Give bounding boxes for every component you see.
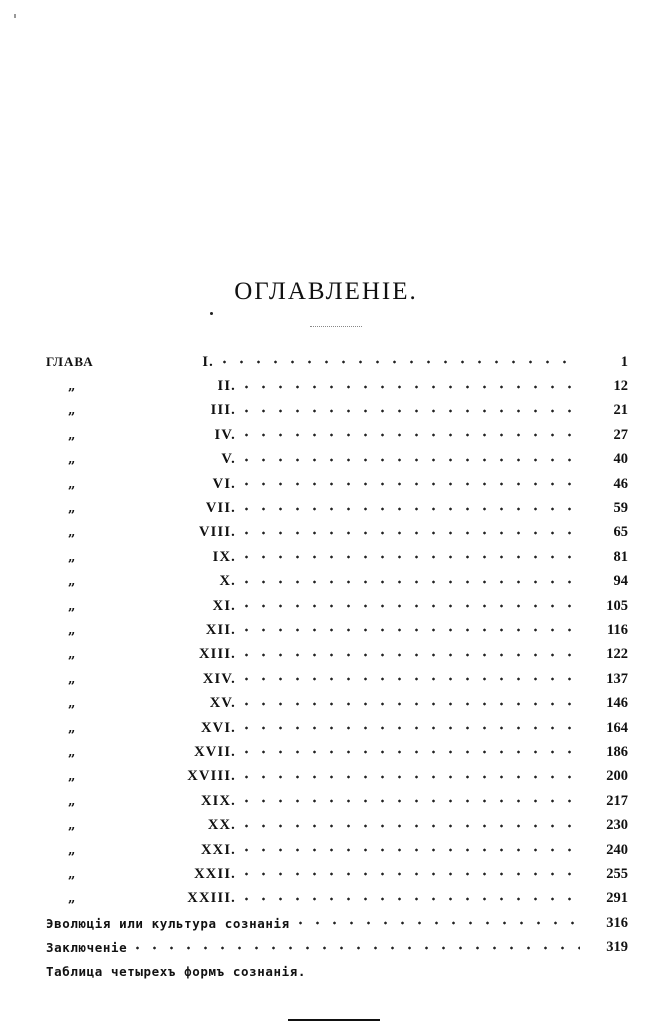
ditto-mark: „ [68,744,76,760]
chapter-number: III. [210,402,236,419]
toc-row [46,838,628,862]
toc-row [46,618,628,642]
dot-leader [238,867,580,881]
page-number: 146 [606,695,628,712]
page-number: 46 [613,475,628,492]
dot-leader [238,770,580,784]
toc-row [46,862,628,886]
dot-leader [238,892,580,906]
dot-leader [238,843,580,857]
ditto-mark: „ [68,427,76,443]
toc-row [46,374,628,398]
dot-leader [238,672,580,686]
ditto-mark: „ [68,720,76,736]
end-rule [288,1019,380,1021]
page-number: 319 [606,939,628,956]
dot-leader [238,526,580,540]
ditto-mark: „ [68,818,76,834]
toc-row [46,740,628,764]
toc-row [46,594,628,618]
page-number: 1 [620,353,628,370]
page-number: 230 [606,817,628,834]
chapter-number: XIX. [200,792,236,809]
page-number: 122 [606,646,628,663]
dot-leader [238,648,580,662]
toc-row [46,691,628,715]
toc-row [46,667,628,691]
title-underline [310,326,362,327]
entry-label: Эволюція или культура сознанія [46,915,290,931]
chapter-number: XXI. [200,841,236,858]
dot-leader [238,745,580,759]
ditto-mark: „ [68,866,76,882]
page-number: 65 [613,524,628,541]
toc-row [46,765,628,789]
toc-row [46,472,628,496]
toc-row [46,496,628,520]
toc-row [46,399,628,423]
chapter-number: XVIII. [187,768,236,785]
page-number: 186 [606,743,628,760]
page-title: ОГЛАВЛЕНІЕ. [234,278,418,305]
dot-leader [238,599,580,613]
dot-leader [238,380,580,394]
dot-leader [238,819,580,833]
ditto-mark: „ [68,403,76,419]
ditto-mark: „ [68,671,76,687]
ditto-mark: „ [68,769,76,785]
dot-leader [292,916,580,930]
ditto-mark: „ [68,574,76,590]
dot-leader [216,355,580,369]
dot-leader [238,575,580,589]
dot-leader [238,404,580,418]
dot-leader [238,502,580,516]
chapter-number: I. [202,353,214,370]
ink-speck [210,312,213,315]
page-number: 217 [606,792,628,809]
chapter-number: VII. [205,500,236,517]
entry-label: Заключеніе [46,940,128,956]
dot-leader [238,721,580,735]
ditto-mark: „ [68,793,76,809]
dot-leader [238,623,580,637]
page-number: 59 [613,500,628,517]
dot-leader [238,794,580,808]
chapter-number: XV. [209,695,236,712]
toc-row [46,716,628,740]
chapter-number: XIII. [198,646,236,663]
ditto-mark: „ [68,696,76,712]
page-number: 255 [606,865,628,882]
page-number: 137 [606,670,628,687]
page-number: 164 [606,719,628,736]
chapter-number: XI. [212,597,236,614]
dot-leader [238,428,580,442]
ditto-mark: „ [68,476,76,492]
page-number: 116 [607,621,628,638]
chapter-number: XX. [207,817,236,834]
page-number: 105 [606,597,628,614]
dot-leader [238,453,580,467]
toc-row [46,935,628,959]
toc-row [46,570,628,594]
toc-row [46,521,628,545]
chapter-number: X. [219,573,236,590]
toc-row [46,960,628,984]
dot-leader [129,941,580,955]
ditto-mark: „ [68,452,76,468]
page-number: 94 [613,573,628,590]
ditto-mark: „ [68,525,76,541]
chapter-number: IX. [212,548,236,565]
page-number: 27 [613,426,628,443]
chapter-number: XII. [205,621,236,638]
chapter-number: XVII. [194,743,236,760]
chapter-number: VIII. [198,524,236,541]
toc-row [46,448,628,472]
page-number: 21 [613,402,628,419]
chapter-number: IV. [214,426,236,443]
ditto-mark: „ [68,379,76,395]
ditto-mark: „ [68,598,76,614]
chapter-number: V. [221,451,236,468]
page-number: 40 [613,451,628,468]
table-of-contents [46,350,628,984]
toc-row [46,545,628,569]
ditto-mark: „ [68,842,76,858]
page-number: 316 [606,914,628,931]
ditto-mark: „ [68,891,76,907]
margin-mark [14,14,16,18]
page-number: 200 [606,768,628,785]
page-number: 81 [613,548,628,565]
ditto-mark: „ [68,549,76,565]
dot-leader [238,477,580,491]
toc-row [46,350,628,374]
toc-row [46,887,628,911]
toc-row [46,911,628,935]
chapter-number: XXII. [194,865,236,882]
dot-leader [238,550,580,564]
ditto-mark: „ [68,622,76,638]
entry-label: Таблица четырехъ формъ сознанія. [46,964,307,980]
chapter-number: II. [217,378,236,395]
toc-row [46,423,628,447]
page-number: 291 [606,890,628,907]
chapter-number: VI. [212,475,236,492]
toc-row [46,813,628,837]
chapter-number: XVI. [200,719,236,736]
dot-leader [238,697,580,711]
chapter-number: XXIII. [187,890,236,907]
page-number: 12 [613,378,628,395]
ditto-mark: „ [68,501,76,517]
chapter-number: XIV. [202,670,236,687]
page-number: 240 [606,841,628,858]
toc-row [46,643,628,667]
ditto-mark: „ [68,647,76,663]
toc-row [46,789,628,813]
chapter-word: ГЛАВА [46,354,94,370]
